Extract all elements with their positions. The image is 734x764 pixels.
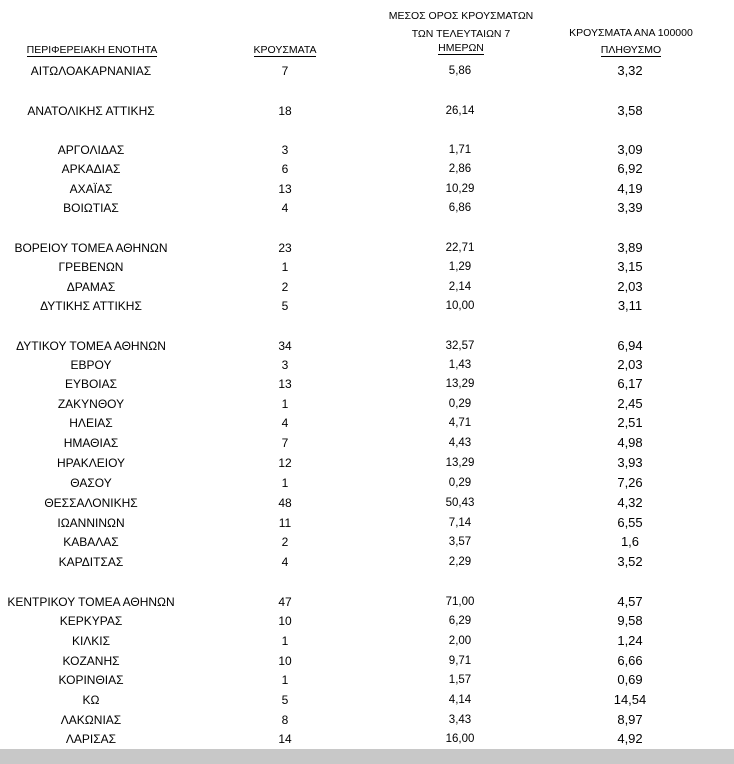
per100k-cell: 4,32 (617, 495, 643, 510)
cases-cell: 12 (278, 456, 292, 470)
region-cell: ΑΧΑΪΑΣ (69, 182, 113, 196)
per100k-cell: 2,03 (617, 357, 643, 372)
cases-cell: 8 (281, 713, 289, 727)
avg7-cell: 3,57 (448, 536, 472, 548)
header-per100k-line1: ΚΡΟΥΣΜΑΤΑ ΑΝΑ 100000 (569, 27, 693, 39)
avg7-cell: 16,00 (445, 733, 475, 745)
per100k-cell: 6,55 (617, 515, 643, 530)
cases-cell: 14 (278, 732, 292, 746)
cases-cell: 1 (281, 476, 289, 490)
avg7-cell: 6,29 (448, 615, 472, 627)
avg7-cell: 10,00 (445, 300, 475, 312)
region-cell: ΒΟΡΕΙΟΥ ΤΟΜΕΑ ΑΘΗΝΩΝ (14, 241, 168, 255)
header-cases-label: ΚΡΟΥΣΜΑΤΑ (253, 44, 317, 56)
avg7-cell: 9,71 (448, 655, 472, 667)
avg7-cell: 1,71 (448, 144, 472, 156)
avg7-cell: 7,14 (448, 517, 472, 529)
cases-cell: 13 (278, 377, 292, 391)
region-cell: ΑΙΤΩΛΟΑΚΑΡΝΑΝΙΑΣ (30, 64, 152, 78)
header-avg-line3-label: ΗΜΕΡΩΝ (438, 42, 484, 54)
per100k-cell: 3,11 (617, 298, 643, 313)
avg7-cell: 71,00 (445, 596, 475, 608)
region-cell: ΚΑΡΔΙΤΣΑΣ (58, 555, 124, 569)
avg7-cell: 1,43 (448, 359, 472, 371)
cases-cell: 11 (278, 516, 292, 530)
cases-cell: 1 (281, 260, 289, 274)
cases-cell: 48 (278, 496, 292, 510)
per100k-cell: 0,69 (617, 672, 643, 687)
per100k-cell: 9,58 (617, 613, 643, 628)
avg7-cell: 3,43 (448, 714, 472, 726)
cases-cell: 5 (281, 693, 289, 707)
per100k-cell: 3,32 (617, 63, 643, 78)
per100k-cell: 1,6 (620, 534, 640, 549)
region-cell: ΘΕΣΣΑΛΟΝΙΚΗΣ (44, 496, 138, 510)
per100k-cell: 2,03 (617, 279, 643, 294)
per100k-cell: 3,09 (617, 142, 643, 157)
region-cell: ΗΜΑΘΙΑΣ (63, 436, 119, 450)
region-cell: ΒΟΙΩΤΙΑΣ (63, 201, 119, 215)
cases-cell: 47 (278, 595, 292, 609)
cases-cell: 3 (281, 358, 289, 372)
region-cell: ΚΑΒΑΛΑΣ (63, 535, 119, 549)
region-cell: ΘΑΣΟΥ (70, 476, 112, 490)
avg7-cell: 1,29 (448, 261, 472, 273)
region-cell: ΚΕΝΤΡΙΚΟΥ ΤΟΜΕΑ ΑΘΗΝΩΝ (7, 595, 175, 609)
header-region-label: ΠΕΡΙΦΕΡΕΙΑΚΗ ΕΝΟΤΗΤΑ (26, 44, 158, 56)
header-per100k-line2-label: ΠΛΗΘΥΣΜΟ (600, 44, 662, 56)
region-cell: ΕΥΒΟΙΑΣ (64, 377, 118, 391)
header-cases (240, 44, 330, 58)
cases-cell: 5 (281, 299, 289, 313)
region-cell: ΙΩΑΝΝΙΝΩΝ (57, 516, 125, 530)
region-cell: ΑΡΓΟΛΙΔΑΣ (57, 143, 125, 157)
cases-cell: 1 (281, 673, 289, 687)
avg7-cell: 5,86 (448, 65, 472, 77)
avg7-cell: 2,00 (448, 635, 472, 647)
avg7-cell: 22,71 (445, 242, 475, 254)
cases-cell: 10 (278, 654, 292, 668)
cases-cell: 2 (281, 535, 289, 549)
per100k-cell: 4,92 (617, 731, 643, 746)
cases-cell: 3 (281, 143, 289, 157)
cases-cell: 7 (281, 64, 289, 78)
cases-cell: 1 (281, 397, 289, 411)
bottom-scroll-bar[interactable] (0, 749, 734, 764)
region-cell: ΕΒΡΟΥ (70, 358, 112, 372)
avg7-cell: 50,43 (445, 497, 475, 509)
per100k-cell: 3,93 (617, 455, 643, 470)
per100k-cell: 6,94 (617, 338, 643, 353)
cases-cell: 1 (281, 634, 289, 648)
cases-cell: 6 (281, 162, 289, 176)
region-cell: ΓΡΕΒΕΝΩΝ (58, 260, 124, 274)
per100k-cell: 4,98 (617, 435, 643, 450)
per100k-cell: 3,15 (617, 259, 643, 274)
per100k-cell: 7,26 (617, 475, 643, 490)
per100k-cell: 3,52 (617, 554, 643, 569)
per100k-cell: 3,89 (617, 240, 643, 255)
region-cell: ΛΑΚΩΝΙΑΣ (60, 713, 122, 727)
cases-cell: 2 (281, 280, 289, 294)
region-cell: ΔΥΤΙΚΟΥ ΤΟΜΕΑ ΑΘΗΝΩΝ (16, 339, 166, 353)
cases-cell: 7 (281, 436, 289, 450)
avg7-cell: 1,57 (448, 674, 472, 686)
avg7-cell: 10,29 (445, 183, 475, 195)
avg7-cell: 13,29 (445, 457, 475, 469)
region-cell: ΚΙΛΚΙΣ (71, 634, 111, 648)
per100k-cell: 2,45 (617, 396, 643, 411)
region-cell: ΑΡΚΑΔΙΑΣ (61, 162, 121, 176)
per100k-cell: 4,19 (617, 181, 643, 196)
cases-cell: 4 (281, 416, 289, 430)
avg7-cell: 6,86 (448, 202, 472, 214)
avg7-cell: 0,29 (448, 477, 472, 489)
per100k-cell: 3,39 (617, 200, 643, 215)
avg7-cell: 2,14 (448, 281, 472, 293)
per100k-cell: 3,58 (617, 103, 643, 118)
per100k-cell: 8,97 (617, 712, 643, 727)
avg7-cell: 13,29 (445, 378, 475, 390)
cases-cell: 13 (278, 182, 292, 196)
region-cell: ΚΕΡΚΥΡΑΣ (59, 614, 123, 628)
header-avg-line3 (388, 42, 534, 56)
per100k-cell: 1,24 (617, 633, 643, 648)
region-cell: ΗΛΕΙΑΣ (69, 416, 113, 430)
cases-cell: 10 (278, 614, 292, 628)
region-cell: ΗΡΑΚΛΕΙΟΥ (56, 456, 126, 470)
avg7-cell: 4,14 (448, 694, 472, 706)
header-per100k-line2 (550, 44, 712, 58)
region-cell: ΖΑΚΥΝΘΟΥ (57, 397, 125, 411)
per100k-cell: 6,66 (617, 653, 643, 668)
region-cell: ΔΥΤΙΚΗΣ ΑΤΤΙΚΗΣ (40, 299, 142, 313)
cases-cell: 23 (278, 241, 292, 255)
per100k-cell: 6,92 (617, 161, 643, 176)
region-cell: ΔΡΑΜΑΣ (66, 280, 116, 294)
avg7-cell: 4,71 (448, 417, 472, 429)
region-cell: ΚΟΖΑΝΗΣ (62, 654, 120, 668)
cases-cell: 4 (281, 555, 289, 569)
per100k-cell: 4,57 (617, 594, 643, 609)
cases-cell: 34 (278, 339, 292, 353)
per100k-cell: 14,54 (613, 692, 647, 707)
avg7-cell: 0,29 (448, 398, 472, 410)
avg7-cell: 2,29 (448, 556, 472, 568)
region-cell: ΚΩ (82, 693, 100, 707)
per100k-cell: 2,51 (617, 415, 643, 430)
region-cell: ΑΝΑΤΟΛΙΚΗΣ ΑΤΤΙΚΗΣ (27, 104, 155, 118)
header-region (0, 44, 184, 58)
region-cell: ΚΟΡΙΝΘΙΑΣ (58, 673, 124, 687)
cases-cell: 18 (278, 104, 292, 118)
cases-cell: 4 (281, 201, 289, 215)
region-cell: ΛΑΡΙΣΑΣ (65, 732, 117, 746)
header-avg-line1: ΜΕΣΟΣ ΟΡΟΣ ΚΡΟΥΣΜΑΤΩΝ (388, 10, 534, 22)
avg7-cell: 4,43 (448, 437, 472, 449)
per100k-cell: 6,17 (617, 376, 643, 391)
avg7-cell: 32,57 (445, 340, 475, 352)
avg7-cell: 26,14 (445, 105, 475, 117)
header-avg-line2: ΤΩΝ ΤΕΛΕΥΤΑΙΩΝ 7 (411, 28, 511, 40)
avg7-cell: 2,86 (448, 163, 472, 175)
